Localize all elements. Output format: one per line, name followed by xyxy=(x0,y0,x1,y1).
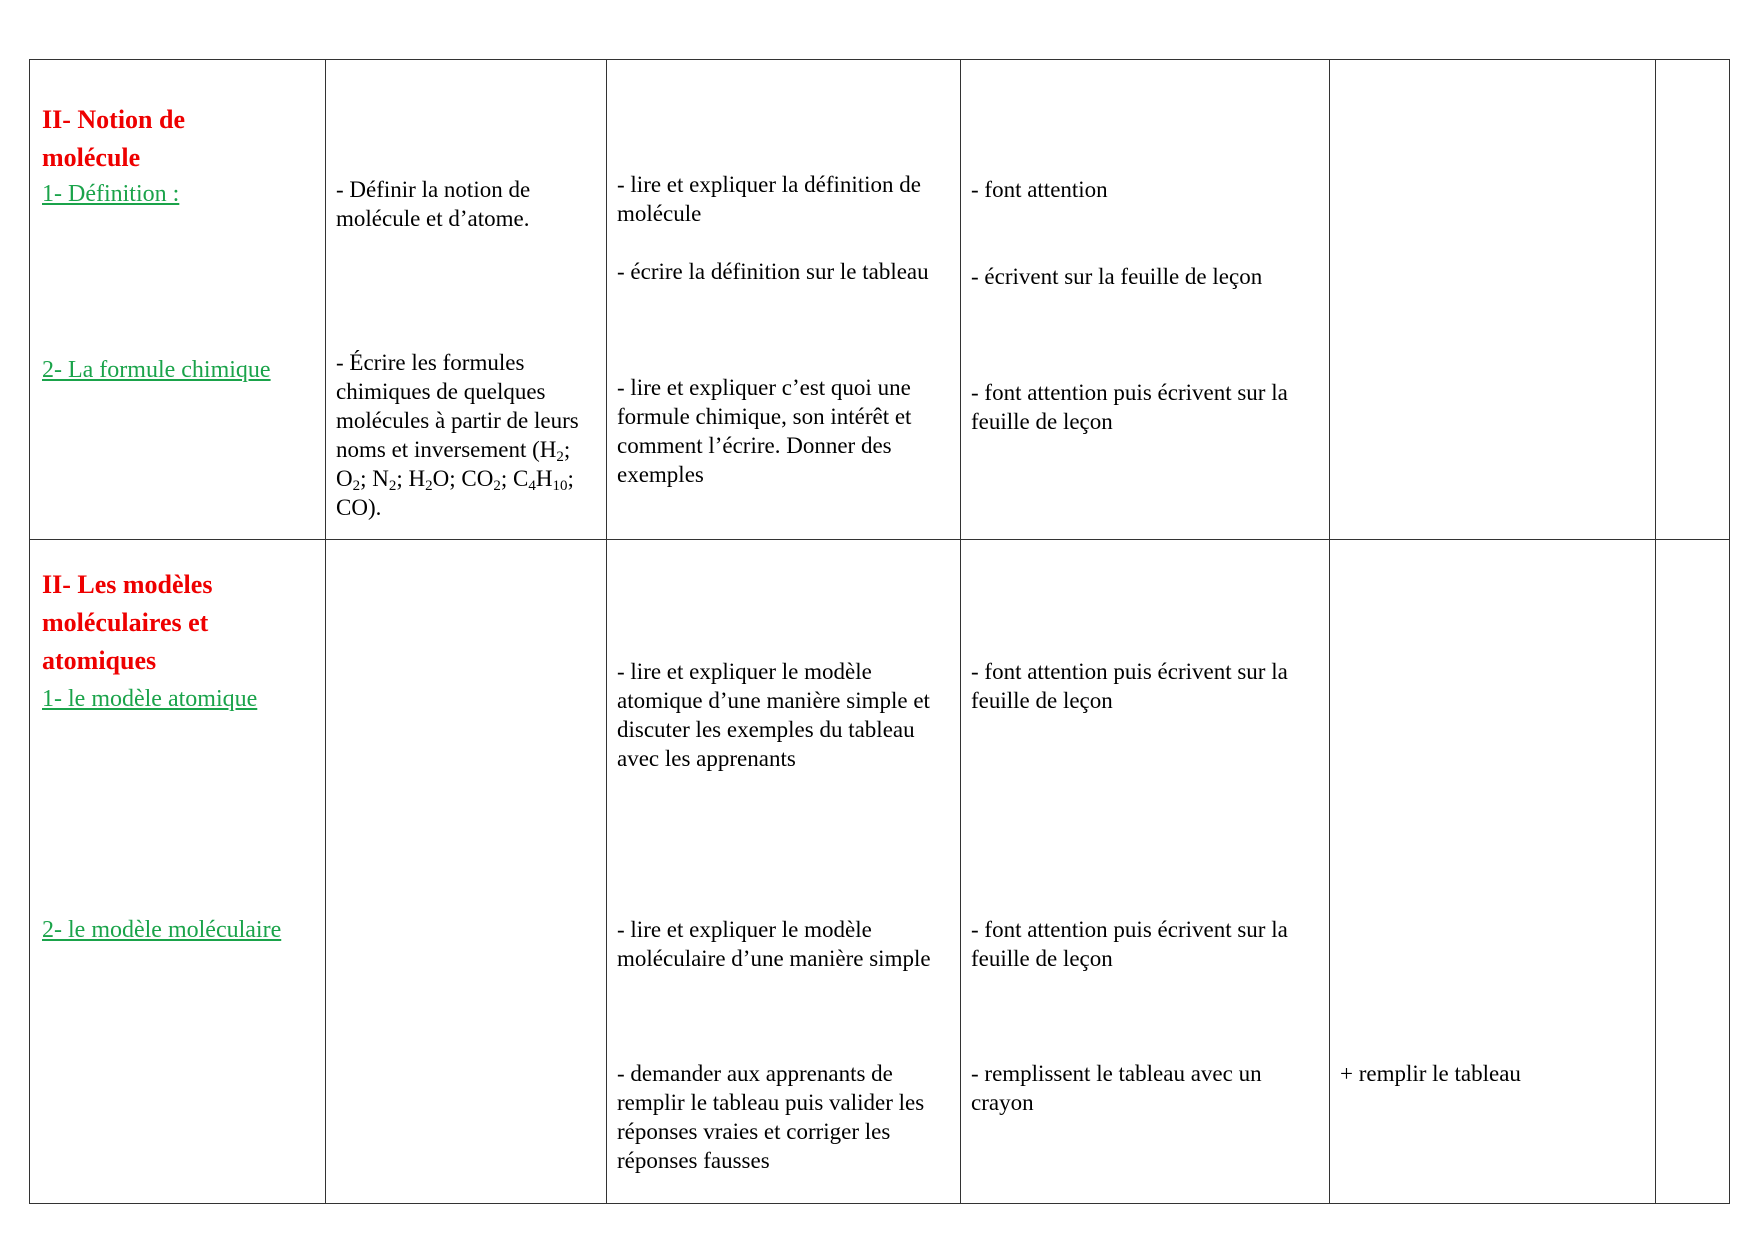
column-divider xyxy=(1655,59,1656,1204)
section-title-notion-molecule: II- Notion de molécule xyxy=(42,105,186,172)
learner-activity: - font attention puis écrivent sur la feuille de leçon xyxy=(971,380,1288,434)
subsection-modele-atomique: 1- le modèle atomique xyxy=(42,686,258,712)
column-divider xyxy=(960,59,961,1204)
subsection-modele-moleculaire: 2- le modèle moléculaire xyxy=(42,917,282,943)
learner-activity: - écrivent sur la feuille de leçon xyxy=(971,264,1263,289)
column-divider xyxy=(606,59,607,1204)
objective-definir-molecule: - Définir la notion de molécule et d’atome. xyxy=(336,177,531,231)
section-title-modeles: II- Les modèles moléculaires et atomiques xyxy=(42,570,213,675)
column-divider xyxy=(325,59,326,1204)
learner-activity: - font attention xyxy=(971,177,1108,202)
teacher-activity: - lire et expliquer le modèle moléculaire d’une manière simple xyxy=(617,917,931,971)
learner-activity: - font attention puis écrivent sur la feuille de leçon xyxy=(971,659,1288,713)
teacher-activity: - lire et expliquer la définition de molécule xyxy=(617,172,921,226)
teacher-activity: - lire et expliquer le modèle atomique d’une manière simple et discuter les exemples du tableau avec les apprenants xyxy=(617,659,930,771)
lesson-table xyxy=(29,59,1730,1204)
evaluation-remplir-tableau: + remplir le tableau xyxy=(1340,1061,1521,1086)
learner-activity: - font attention puis écrivent sur la feuille de leçon xyxy=(971,917,1288,971)
teacher-activity: - demander aux apprenants de remplir le tableau puis valider les réponses vraies et corriger les réponses fausses xyxy=(617,1061,925,1173)
objective-ecrire-formules: - Écrire les formules chimiques de quelques molécules à partir de leurs noms et inversement ($H_2$; $O_2$; $N_2$; $H_2O$; $CO_2$; $C_4H_{10}$; CO). xyxy=(336,350,579,520)
teacher-activity: - lire et expliquer c’est quoi une formule chimique, son intérêt et comment l’écrire. Donner des exemples xyxy=(617,375,912,487)
column-divider xyxy=(1329,59,1330,1204)
subsection-definition: 1- Définition : xyxy=(42,181,180,207)
subsection-formule-chimique: 2- La formule chimique xyxy=(42,357,271,383)
row-divider xyxy=(29,539,1730,540)
teacher-activity: - écrire la définition sur le tableau xyxy=(617,259,929,284)
learner-activity: - remplissent le tableau avec un crayon xyxy=(971,1061,1262,1115)
